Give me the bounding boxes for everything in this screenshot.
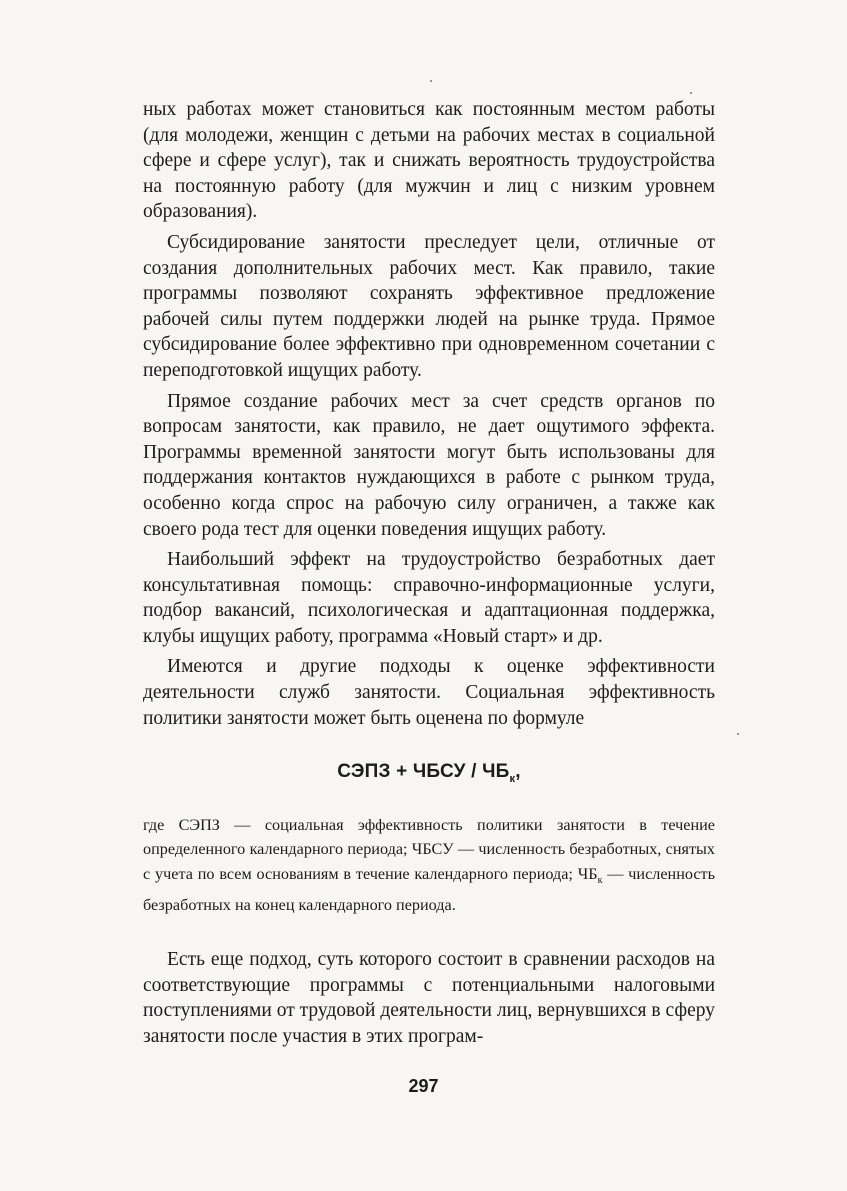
- scan-speck: [430, 80, 432, 82]
- paragraph-5: Имеются и другие подходы к оценке эффективности деятельности служб занятости. Социальная эффективность политики занятости может быть оценена по формуле: [143, 656, 715, 729]
- formula-explanation-part-1: где СЭПЗ — социальная эффективность политики занятости в течение определенного календарного периода; ЧБСУ — численность безработных, снятых с учета по всем основаниям в течение календарного периода; ЧБ: [143, 816, 715, 883]
- page-number: 297: [408, 1076, 439, 1096]
- formula-subscript: к: [509, 773, 516, 786]
- formula-suffix: ,: [515, 761, 521, 783]
- paragraph-1: ных работах может становиться как постоянным местом работы (для молодежи, женщин с детьми на рабочих местах в социальной сфере и сфере услуг), так и снижать вероятность трудоустройства на постоянную работу (для мужчин и лиц с низким уровнем образования).: [143, 99, 715, 223]
- page-body: [143, 97, 715, 1049]
- paragraph-6: Есть еще подход, суть которого состоит в сравнении расходов на соответствующие программы с потенциальными налоговыми поступлениями от трудовой деятельности лиц, вернувшихся в сферу занятости после участия в этих програм-: [143, 949, 715, 1047]
- formula-main: СЭПЗ + ЧБСУ / ЧБ: [337, 761, 510, 783]
- paragraph-3: Прямое создание рабочих мест за счет средств органов по вопросам занятости, как правило, не дает ощутимого эффекта. Программы временной занятости могут быть использованы для поддержания контактов нуждающихся в работе с рынком труда, особенно когда спрос на рабочую силу ограничен, а также как своего рода тест для оценки поведения ищущих работу.: [143, 390, 715, 540]
- formula: [143, 761, 715, 785]
- formula-explanation-subscript: к: [597, 874, 603, 886]
- formula-explanation: [143, 813, 715, 917]
- scan-speck: [690, 92, 692, 94]
- formula-explanation-part-2: — численность безработных на конец календарного периода.: [143, 864, 715, 914]
- paragraph-2: Субсидирование занятости преследует цели, отличные от создания дополнительных рабочих мест. Как правило, такие программы позволяют сохранять эффективное предложение рабочей силы путем поддержки людей на рынке труда. Прямое субсидирование более эффективно при одновременном сочетании с переподготовкой ищущих работу.: [143, 231, 715, 381]
- scan-speck: [737, 733, 739, 735]
- paragraph-4: Наибольший эффект на трудоустройство безработных дает консультативная помощь: справочно-информационные услуги, подбор вакансий, психологическая и адаптационная поддержка, клубы ищущих работу, программа «Новый старт» и др.: [143, 549, 715, 647]
